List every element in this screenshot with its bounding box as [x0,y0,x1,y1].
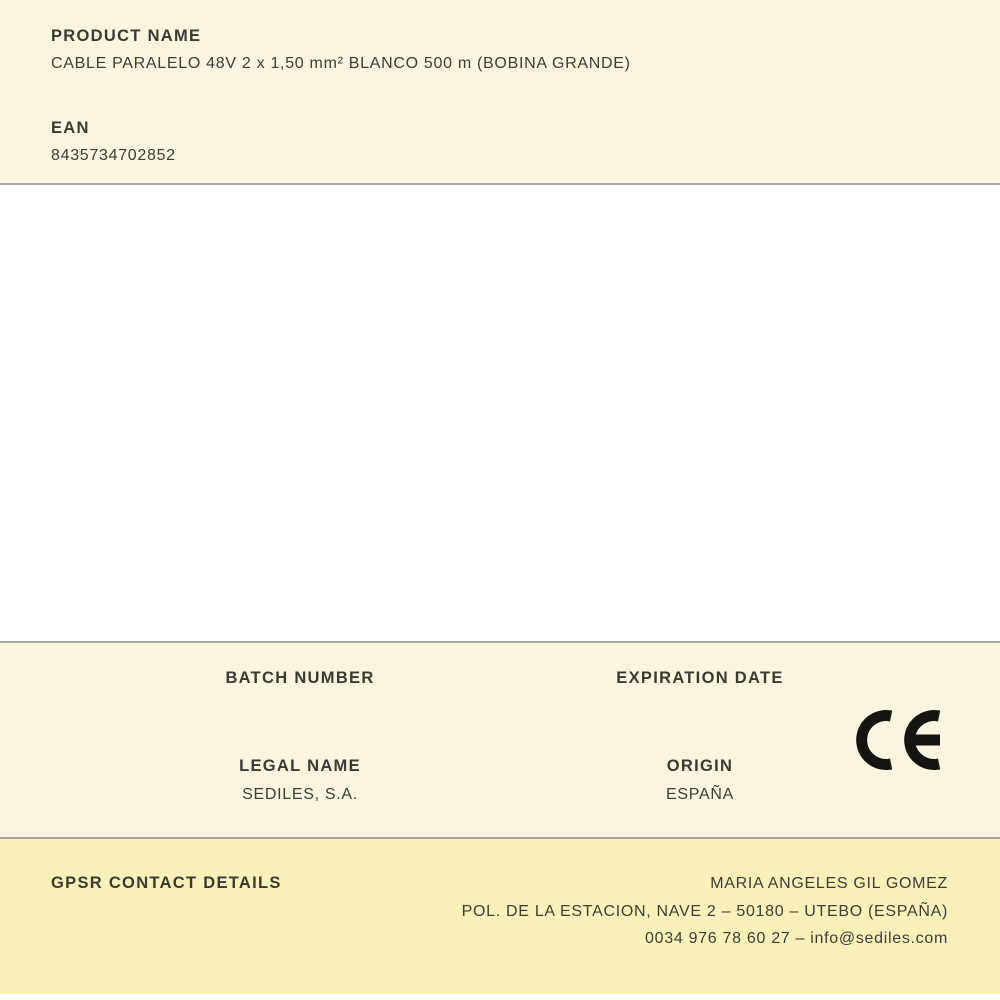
product-info-section [0,0,1000,185]
blank-area [0,185,1000,643]
gpsr-contact-details-label: GPSR CONTACT DETAILS [51,874,282,892]
batch-number-label: BATCH NUMBER [225,669,375,687]
expiration-date-field [400,669,1000,697]
ean-field [51,119,948,166]
legal-name-value: SEDILES, S.A. [242,786,358,803]
gpsr-contact-phone-email: 0034 976 78 60 27 – info@sediles.com [645,930,948,947]
ean-label: EAN [51,119,90,137]
origin-label: ORIGIN [666,757,734,775]
gpsr-contact-section [0,839,1000,994]
gpsr-contact-name: MARIA ANGELES GIL GOMEZ [710,875,948,892]
product-name-field [51,27,948,74]
gpsr-contact-address: POL. DE LA ESTACION, NAVE 2 – 50180 – UTEBO (ESPAÑA) [461,902,948,920]
legal-name-label: LEGAL NAME [239,757,361,775]
ean-value: 8435734702852 [51,147,176,164]
product-name-label: PRODUCT NAME [51,27,202,45]
expiration-date-label: EXPIRATION DATE [616,669,784,687]
origin-value: ESPAÑA [666,786,734,803]
product-name-value: CABLE PARALELO 48V 2 x 1,50 mm² BLANCO 500 m (BOBINA GRANDE) [51,55,631,72]
ce-mark-icon [856,709,945,771]
gpsr-first-row [51,870,948,898]
batch-info-section [0,643,1000,839]
